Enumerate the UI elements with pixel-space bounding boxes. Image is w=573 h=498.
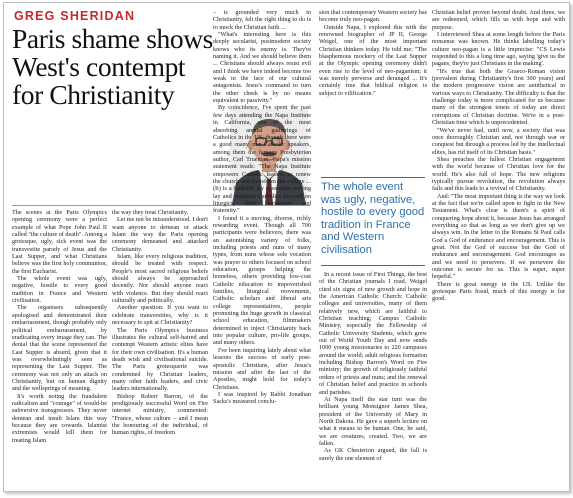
paragraph: "We've never had, until now, a society that was once thoroughly Christian and, not through war or conquest but through a process led by the intellectual elites, has rid itself of its Christian basis." xyxy=(432,126,565,156)
paragraph: Christian belief proven beyond doubt. And three, we are redeemed, which fills us with hope and with purpose. xyxy=(432,9,565,31)
article-column-2 xyxy=(112,209,208,491)
paragraph: "It's true that both the Graeco-Roman vision (prevalent during Christianity's first 300 years) and the modern progressive vision are antithetical in various ways to Christianity. The difficulty is that the challenge today is more complicated for us because many of the strongest tenets of today are direct corruptions of Christian doctrine. We're in a post-Christian time which is unprecedented. xyxy=(432,67,565,127)
paragraph: Bishop Robert Barron, of the prodigiously successful Word on Fire internet ministry, commented: "France, whose culture – and I mean the honouring of the individual, of human rights, of freedom xyxy=(112,392,208,437)
paragraph: I interviewed Shea at some length before the Paris nonsense was known. He thinks labelling today's culture neo-pagan is a little imprecise: "CS Lewis responded to this a long time ago, saying 'give us the pagans, they're just Christians in the making'. xyxy=(432,31,565,68)
article-column-4-top xyxy=(319,9,427,169)
pull-quote-rule-top xyxy=(321,177,425,178)
paragraph: "What's interesting here is this deeply secularist, postmodern society knows who its enemy is. They're naming it. And we should believe them ... Christians should always resist evil and I think we have indeed become too weak in the face of our cultural antagonists. Jesus's command to turn the other cheek is by no means equivalent to passivity." xyxy=(213,31,311,105)
paragraph: The organisers subsequently apologised and demonstrated their embarrassment, though probably only political embarrassment, by eradicating every image they can. The denial that the scene represented the Last Supper is absurd, given that it was overwhelmingly seen as representing the Last Supper. The ceremony was not only an attack on Christianity, but on human dignity and the wellsprings of meaning. xyxy=(12,304,107,393)
paragraph: Let me not be misunderstood. I don't want anyone to demean or attack Islam the way the Paris opening ceremony demeaned and attacked Christianity. xyxy=(112,216,208,253)
article-column-4-bottom xyxy=(319,271,427,491)
paragraph: sion that contemporary Western society has become truly neo-pagan. xyxy=(319,9,427,24)
byline: GREG SHERIDAN xyxy=(14,9,136,23)
paragraph: There is great energy in the US. Unlike the grotesque Paris fraud, much of this energy is for good. xyxy=(432,280,565,303)
paragraph: Another question: If you want to celebrate transvestites, why is it necessary to spit at Christianity? xyxy=(112,304,208,327)
paragraph: It's worth noting the fraudulent radicalism and "courage" of would-be subversive transgressors. They never demean and insult Islam this way because they are cowards. Islamist extremists would kill them for treating Islam xyxy=(12,392,107,444)
paragraph: At Napa itself the star turn was the brilliant young Monsignor James Shea, president of the University of Mary in North Dakota. He gave a superb lecture on what it means to be human. One, he said, we are creatures, created. Two, we are fallen. xyxy=(319,395,427,447)
article-column-1 xyxy=(12,209,107,491)
paragraph: – is grounded very much in Christianity, felt the right thing to do is to mock the Christian faith ... xyxy=(213,9,311,31)
paragraph: The scenes at the Paris Olympics opening ceremony were a perfect example of what Pope John Paul II called "the culture of death". Among a grotesque, ugly, sick event was the transvestite parody of Jesus and the Last Supper, and what Christians believe was the first holy communion, the first Eucharist. xyxy=(12,209,107,275)
article-column-5 xyxy=(432,9,565,491)
paragraph: I've been inquiring lately about what lessons the success of early post-apostolic Christians, after Jesus's mission and after the last of the Apostles, might hold for today's Christians. xyxy=(213,346,311,391)
headline: Paris shame shows West's contempt for Christianity xyxy=(12,23,213,110)
article-column-3 xyxy=(213,9,311,491)
paragraph: Outside Napa, I explored this with the renowned biographer of JP II, George Weigel, one of the most important Christian thinkers today. He told me: "The blasphemous mockery of the Last Supper at the Olympic opening ceremony didn't even rise to the level of neo-paganism; it was merely perverse and deranged ... It's certainly true that biblical religion is subject to vilification." xyxy=(319,23,427,97)
paragraph: I found it a moving, diverse, richly rewarding event. Though all 700 participants were believers, there was an astonishing variety of folks, including priests and nuns of many types, from nuns whose sole vocation was prayer to others focused on school education, groups helping the homeless, others providing low-cost Catholic education to impoverished families, liturgical movements, Catholic scholars and liberal arts college representatives, people promoting the huge growth in classical school education, filmmakers determined to inject Christianity back into popular culture, pro-life groups, and many others. xyxy=(213,214,311,347)
paragraph: I was inspired by Rabbi Jonathan Sacks's measured conclu- xyxy=(213,390,311,406)
paragraph: And: "The most important thing is the way we look at the fact that we're called upon to fight in the New Testament. What's clear is there's a spirit of conquering hope about it, because Jesus has arranged everything so that as long as we don't give up we always win. In the letter to the Romans St Paul calls God a God of endurance and encouragement. This is great. Not the God of success but the God of endurance and encouragement. God encourages us and we need to persevere. If we persevere the outcome is secure for us. This is super, super hopeful." xyxy=(432,192,565,281)
paragraph: The whole event was ugly, negative, hostile to every good tradition in France and Western civilisation. xyxy=(12,275,107,305)
paragraph: Islam, like every religious tradition, should be treated with respect. People's most sacred religious beliefs should always be approached decently. Nor should anyone react with violence. But they should react culturally and politically. xyxy=(112,253,208,305)
paragraph: Shea preaches the fullest Christian engagement with the world because of Christian love for the world. He's also full of hope. The new religions typically pursue revolution, the revolution always fails and this leads to a revival of Christianity. xyxy=(432,155,565,193)
paragraph: The Paris Olympics business illustrates the cultural self-hatred and contempt Western artistic elites have for their own civilisation. It's a human death wish and civilisational suicide. The Paris grotesquerie was condemned by Christian leaders, many other faith leaders, and civic leaders internationally. xyxy=(112,326,208,393)
paragraph: the way they treat Christianity. xyxy=(112,209,189,216)
paragraph: By coincidence, I've spent the past few days attending the Napa Institute in California, one of the most absorbing annual gatherings of Catholics in the US, though there were a good many non-Catholic speakers, among them the famous Presbyterian author, Carl Trueman. Napa's mission statement reads: "The Napa Institute empowers Catholic leaders to renew the church and transform the culture ... (It) is a Catholic lay apostolate serving lay and ordained Catholics focused on liturgics, faith formation and fraternity." xyxy=(213,104,311,215)
pull-quote-rule-bottom xyxy=(321,265,425,266)
paragraph: In a recent issue of First Things, the best of the Christian journals I read, Weigel cited six signs of new growth and hope in the American Catholic Church: Catholic colleges and universities, many of them relatively new, which are faithful to Christian teaching; Campus Catholic Ministry, especially the Fellowship of Catholic University Students, which grew out of World Youth Day and now sends 1000 young missionaries to 220 campuses around the world; adult religious formation including Bishop Barron's Word on Fire ministry; the growth of religiously faithful orders of priests and nuns; and the renewal of Christian belief and practice in schools and parishes. xyxy=(319,271,427,396)
newspaper-page xyxy=(3,2,570,492)
paragraph: As GK Chesterton argued, the fall is surely the one element of xyxy=(319,447,427,462)
pull-quote: The whole event was ugly, negative, hostile to every good tradition in France and Western civilisation xyxy=(321,181,425,256)
